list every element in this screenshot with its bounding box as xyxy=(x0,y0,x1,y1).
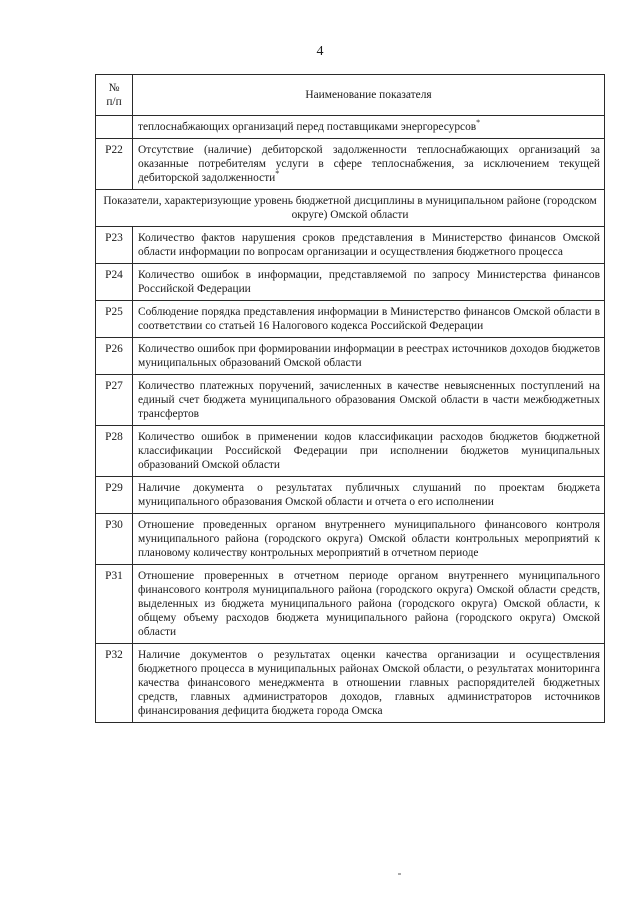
column-header-number-line1: № xyxy=(108,82,120,94)
row-text-content: Отсутствие (наличие) дебиторской задолженности теплоснабжающих организаций за оказанные потребителям услуги в сфере теплоснабжения, за исключением текущей дебиторской задолженности xyxy=(138,144,600,184)
row-text: Наличие документов о результатах оценки качества организации и осуществления бюджетного процесса в муниципальных районах Омской области, о результатах мониторинга качества финансового менеджмента в отношении главных распорядителей бюджетных средств, главных администраторов доходов, главных администраторов источников финансирования дефицита бюджета города Омска xyxy=(133,644,605,723)
table-row xyxy=(96,301,605,338)
row-number: Р32 xyxy=(96,644,133,723)
table-row xyxy=(96,426,605,477)
row-number: Р30 xyxy=(96,514,133,565)
row-text: Отношение проверенных в отчетном периоде органом внутреннего муниципального финансового контроля муниципального района (городского округа) Омской области средств, выделенных из бюджета муниципального района (городского округа) Омской области, к общему объему расходов бюджета муниципального района (городского округа) Омской области xyxy=(133,565,605,644)
page-number: 4 xyxy=(316,44,324,59)
section-header-text: Показатели, характеризующие уровень бюджетной дисциплины в муниципальном районе (городском округе) Омской области xyxy=(96,190,605,227)
row-number: Р23 xyxy=(96,227,133,264)
table-header-row xyxy=(96,75,605,116)
table-row xyxy=(96,477,605,514)
row-text: Количество ошибок в информации, представляемой по запросу Министерства финансов Российской Федерации xyxy=(133,264,605,301)
footnote-mark: * xyxy=(275,169,280,179)
row-text-content: теплоснабжающих организаций перед поставщиками энергоресурсов xyxy=(138,121,477,133)
table-row xyxy=(96,565,605,644)
row-text: Количество ошибок в применении кодов классификации расходов бюджетов бюджетной классификации Российской Федерации при исполнении бюджетов муниципальных образований Омской области xyxy=(133,426,605,477)
section-header-row xyxy=(96,190,605,227)
row-text: Количество платежных поручений, зачисленных в качестве невыясненных поступлений на единый счет бюджета муниципального образования Омской области в части межбюджетных трансфертов xyxy=(133,375,605,426)
row-number xyxy=(96,116,133,139)
row-text xyxy=(133,116,605,139)
row-text: Количество ошибок при формировании информации в реестрах источников доходов бюджетов муниципальных образований Омской области xyxy=(133,338,605,375)
row-text: Наличие документа о результатах публичных слушаний по проектам бюджета муниципального образования Омской области и отчета о его исполнении xyxy=(133,477,605,514)
column-header-name: Наименование показателя xyxy=(133,75,605,116)
table-row xyxy=(96,644,605,723)
scan-speck xyxy=(398,873,401,875)
footnote-mark: * xyxy=(476,118,481,128)
row-number: Р31 xyxy=(96,565,133,644)
column-header-number-line2: п/п xyxy=(106,96,122,108)
column-header-number xyxy=(96,75,133,116)
row-number: Р27 xyxy=(96,375,133,426)
row-number: Р22 xyxy=(96,139,133,190)
indicators-table xyxy=(95,74,605,723)
table-row xyxy=(96,338,605,375)
row-number: Р24 xyxy=(96,264,133,301)
row-number: Р26 xyxy=(96,338,133,375)
row-text: Соблюдение порядка представления информации в Министерство финансов Омской области в соответствии со статьей 16 Налогового кодекса Российской Федерации xyxy=(133,301,605,338)
row-text: Количество фактов нарушения сроков представления в Министерство финансов Омской области информации по вопросам организации и осуществления бюджетного процесса xyxy=(133,227,605,264)
row-number: Р25 xyxy=(96,301,133,338)
row-number: Р29 xyxy=(96,477,133,514)
row-number: Р28 xyxy=(96,426,133,477)
table-row xyxy=(96,264,605,301)
table-row xyxy=(96,514,605,565)
table-row xyxy=(96,227,605,264)
row-text: Отношение проведенных органом внутреннего муниципального финансового контроля муниципального района (городского округа) Омской области контрольных мероприятий к плановому количеству контрольных мероприятий в отчетном периоде xyxy=(133,514,605,565)
table-row xyxy=(96,116,605,139)
table-row xyxy=(96,139,605,190)
table-row xyxy=(96,375,605,426)
row-text xyxy=(133,139,605,190)
